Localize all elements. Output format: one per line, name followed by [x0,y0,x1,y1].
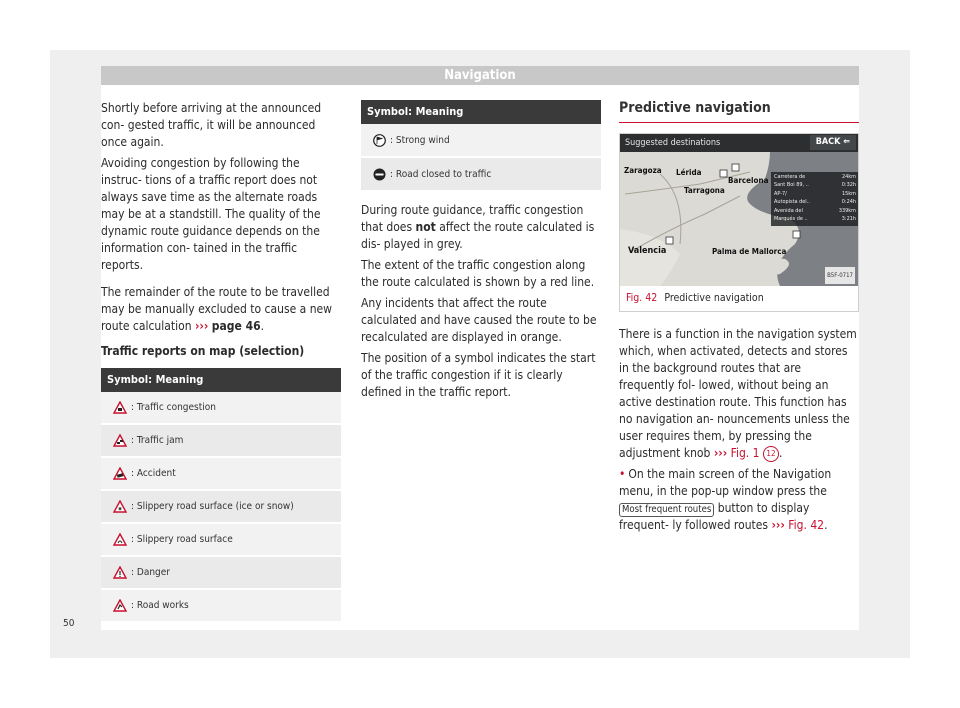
row-label: : Traffic jam [131,435,184,446]
paragraph: Shortly before arriving at the announced con- gested traffic, it will be announced once again. [101,101,322,149]
back-button[interactable]: BACK ⇐ [810,135,856,150]
section-title: Predictive navigation [619,100,859,123]
destination-name: Autopista del.. [774,199,810,206]
table-row [361,124,601,158]
destination-value: 15km [842,190,856,197]
table-subheading: Traffic reports on map (selection) [101,344,305,358]
callout-number-badge: 12 [763,446,779,462]
screen-title-bar [620,134,858,152]
page-reference-link[interactable]: page 46 [211,319,261,333]
table-row [101,458,341,491]
destination-value: 24km [842,174,856,180]
table-body [101,392,341,623]
destination-name: Sant Boi 89, .. [774,182,809,189]
destination-row[interactable] [774,190,856,198]
bullet-icon: • [619,467,626,481]
figure-caption-text: Predictive navigation [664,292,764,304]
table-row [101,557,341,590]
figure-code: B5F-0717 [825,267,855,284]
paragraph [101,284,341,335]
destination-row[interactable] [774,173,856,181]
destination-name: Carretera de [774,174,806,180]
paragraph: The extent of the traffic congestion along the route calculated is shown by a red line. [361,258,595,289]
map-city-label: Tarragona [684,186,725,195]
map-city-label: Lérida [676,168,702,177]
reference-arrow: ››› [194,319,209,333]
row-label: : Strong wind [390,134,450,146]
destination-name: AP-7/ [774,190,787,197]
map-city-label: Zaragoza [624,166,662,175]
row-label: : Road closed to traffic [390,168,492,180]
row-label: : Road works [131,600,189,611]
slippery-road-icon [113,533,127,546]
reference-arrow: ››› [771,518,785,532]
traffic-congestion-icon [113,401,127,414]
reference-arrow: ››› [713,446,728,460]
right-column [619,100,859,538]
paragraph: Any incidents that affect the route calculated and have caused the route to be recalculated are displayed in orange. [361,296,597,344]
paragraph-end: . [260,319,265,333]
paragraph-text: There is a function in the navigation system which, when activated, detects and stores in the background routes that are frequently fol- lowed, without being an active destination route. This function has no navigation an- nouncements unless the user requires them, by pressing the adjustment knob [619,327,857,460]
paragraph-end: . [778,446,783,460]
svg-text:✱: ✱ [118,506,122,513]
destination-name: Avenida del [774,207,803,214]
bullet-item [619,466,859,534]
middle-column [361,100,601,405]
paragraph-text: On the main screen of the Navigation menu, in the pop-up window press the [619,467,832,498]
row-label: : Danger [131,567,170,578]
table-row [101,524,341,557]
table-row [101,392,341,425]
destination-list [771,172,858,226]
danger-icon [113,566,127,579]
figure [619,133,859,312]
figure-caption [620,286,858,307]
paragraph: Avoiding congestion by following the instruc- tions of a traffic report does not always save time as the alternate roads may be at a standstill. The quality of the dynamic route guidance depends on the information con- tained in the traffic reports. [101,156,321,272]
symbol-table [101,368,341,623]
paragraph-end: . [824,518,828,532]
destination-value: 339km [838,207,856,214]
row-label: : Accident [131,468,176,479]
map-city-label: Palma de Mallorca [712,247,787,256]
paragraph-text: During route guidance, traffic congestion that does [361,203,584,234]
map-city-label: Valencia [628,246,667,256]
destination-value: 3:21h [841,216,856,223]
table-row [101,491,341,524]
destination-row[interactable] [774,215,856,223]
table-row [101,425,341,458]
road-closed-icon [373,168,386,181]
page-number: 50 [63,618,75,629]
table-header: Symbol: Meaning [101,368,341,392]
destination-row[interactable] [774,207,856,215]
figure-reference-link[interactable]: Fig. 42 [788,518,825,532]
strong-wind-icon [373,134,386,147]
navigation-screen-image [620,134,858,286]
accident-icon [113,467,127,480]
most-frequent-routes-button-label: Most frequent routes [619,503,714,517]
paragraph: The position of a symbol indicates the start of the traffic congestion if it is clearly defined in the traffic report. [361,351,596,399]
figure-label: Fig. 42 [626,292,658,304]
map-city-label: Barcelona [728,176,769,185]
row-label: : Slippery road surface (ice or snow) [131,501,294,512]
table-body [361,124,601,192]
paragraph-text: button to display frequent- ly followed routes [619,501,810,532]
back-label: BACK [815,137,841,147]
table-header: Symbol: Meaning [361,100,601,124]
traffic-jam-icon [113,434,127,447]
symbol-table [361,100,601,192]
table-row [361,158,601,192]
screen-title: Suggested destinations [625,138,721,148]
paragraph-text: affect the route calculated is dis- played in grey. [361,220,595,251]
chapter-header: Navigation [101,66,859,85]
slippery-ice-snow-icon [113,500,127,513]
destination-row[interactable] [774,181,856,189]
road-works-icon [113,599,127,612]
destination-row[interactable] [774,198,856,206]
destination-value: 0:24h [841,199,856,206]
left-column [101,100,341,623]
destination-name: Marqués de .. [774,216,808,223]
figure-reference-link[interactable]: Fig. 1 [730,446,760,460]
row-label: : Slippery road surface [131,534,233,545]
emphasis: not [415,220,436,234]
table-row [101,590,341,623]
paragraph [361,202,601,253]
paragraph [619,326,859,462]
destination-value: 0:32h [841,182,856,189]
paragraph-text: The remainder of the route to be travelled may be manually excluded to cause a new route calculation [101,285,333,333]
row-label: : Traffic congestion [131,402,216,413]
